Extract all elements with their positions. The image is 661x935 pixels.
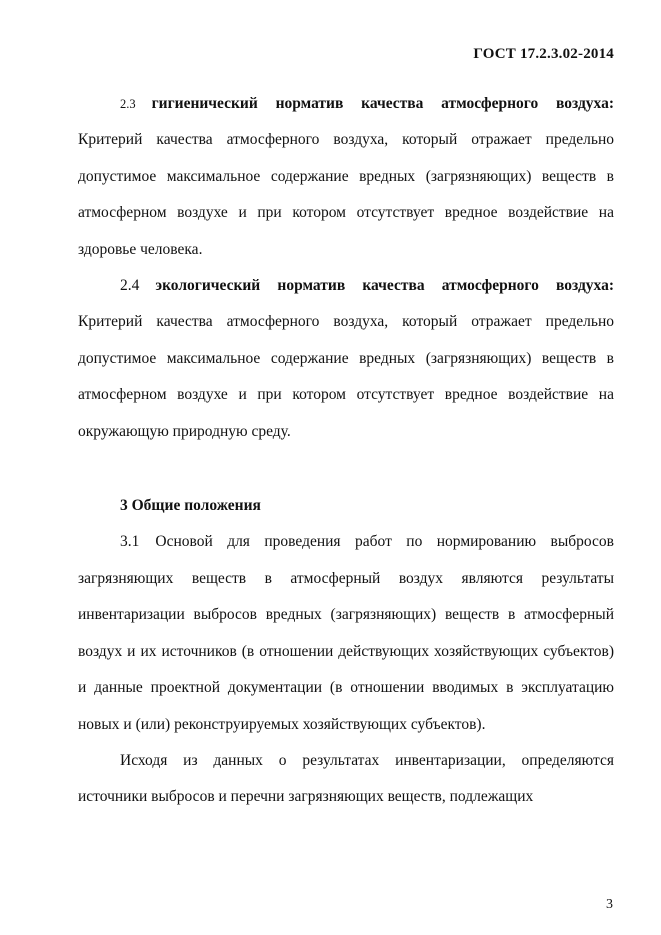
clause-2-3 xyxy=(78,86,614,268)
term-ecological-standard: экологический норматив качества атмосферного воздуха: xyxy=(155,277,614,295)
paragraph-continuation xyxy=(78,743,614,816)
clause-text: Критерий качества атмосферного воздуха, который отражает предельно допустимое максимальное содержание вредных (загрязняющих) веществ в атмосферном воздухе и при котором отсутствует вредное воздействие на окружающую природную среду. xyxy=(78,313,614,440)
clause-number: 3.1 xyxy=(120,533,140,551)
clause-number: 2.4 xyxy=(120,277,140,295)
page-number: 3 xyxy=(606,897,613,912)
clause-text: Основой для проведения работ по нормированию выбросов загрязняющих веществ в атмосферный воздух являются результаты инвентаризации выбросов вредных (загрязняющих) веществ в атмосферный воздух и их источников (в отношении действующих хозяйствующих субъектов) и данные проектной документации (в отношении вводимых в эксплуатацию новых и (или) реконструируемых хозяйствующих субъектов). xyxy=(78,533,614,733)
document-body xyxy=(78,86,614,816)
clause-2-4 xyxy=(78,268,614,450)
paragraph-text: Исходя из данных о результатах инвентаризации, определяются источники выбросов и перечни загрязняющих веществ, подлежащих xyxy=(78,751,614,806)
clause-3-1 xyxy=(78,524,614,742)
clause-text: Критерий качества атмосферного воздуха, который отражает предельно допустимое максимальное содержание вредных (загрязняющих) веществ в атмосферном воздухе и при котором отсутствует вредное воздействие на здоровье человека. xyxy=(78,131,614,258)
section-title: 3 Общие положения xyxy=(120,497,261,515)
clause-number: 2.3 xyxy=(120,97,136,111)
term-hygienic-standard: гигиенический норматив качества атмосферного воздуха: xyxy=(151,95,614,112)
document-code: ГОСТ 17.2.3.02-2014 xyxy=(473,46,614,62)
